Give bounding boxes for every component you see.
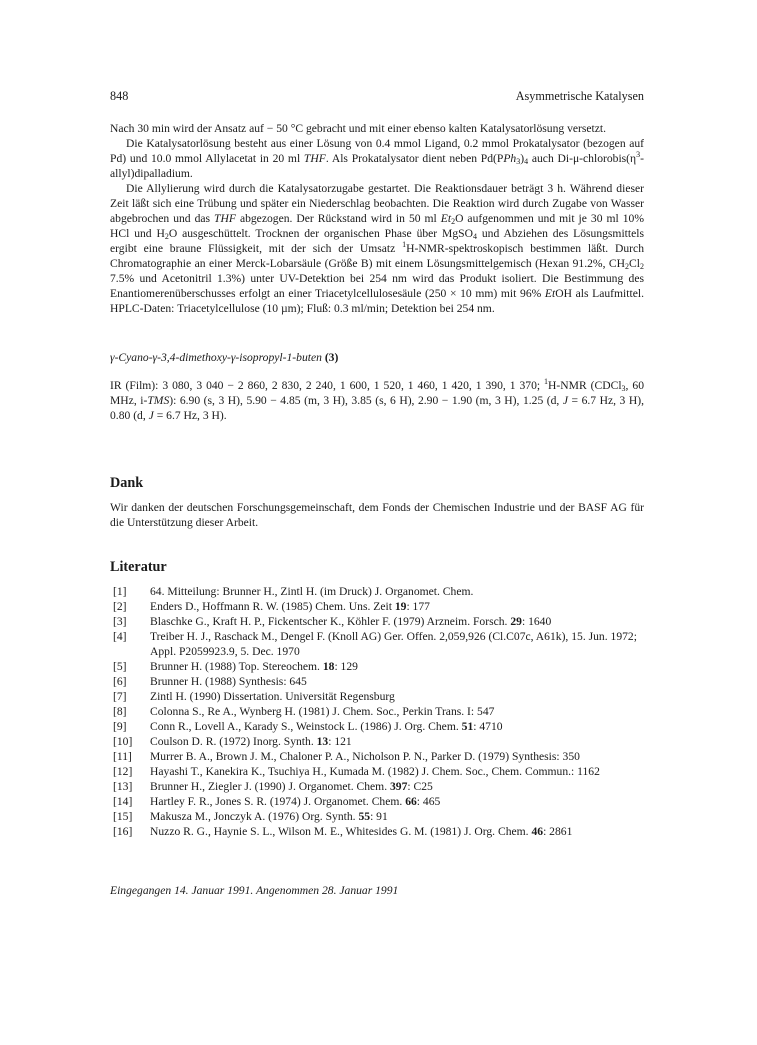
reference-item [110,614,644,629]
reference-number: [13] [113,780,133,793]
compound-name: γ-Cyano-γ-3,4-dimethoxy-γ-isopropyl-1-buten (3) [110,351,339,364]
reference-item [110,674,644,689]
running-header [110,89,644,105]
reference-pages: : 91 [370,810,388,823]
reference-text: Treiber H. J., Raschack M., Dengel F. (Knoll AG) Ger. Offen. 2,059,926 (Cl.C07c, A61k), 15. Jun. 1972; Appl. P2059923.9, 5. Dec. 1970 [150,630,637,658]
reference-item [110,689,644,704]
reference-pages: : 2861 [543,825,573,838]
reference-pages: : 1640 [521,615,552,628]
reference-item [110,779,644,794]
dank-heading: Dank [110,475,144,491]
reference-pages: : 4710 [473,720,503,733]
reference-number: [16] [113,825,133,838]
reference-pages: : 177 [406,600,430,613]
reference-item [110,809,644,824]
reference-text: Hayashi T., Kanekira K., Tsuchiya H., Kumada M. (1982) J. Chem. Soc., Chem. Commun.: 1162 [150,765,600,778]
paragraph-3: Die Allylierung wird durch die Katalysatorzugabe gestartet. Die Reaktionsdauer beträgt 3 h. Während dieser Zeit läßt sich eine Trübung und später ein Niederschlag beobachten. Die Reaktion wird durch Zugabe von Wasser abgebrochen und das THF abgezogen. Der Rückstand wird in 50 ml $Et_2O$ aufgenommen und mit je 30 ml 10% HCl und $H_2O$ ausgeschüttelt. Trocknen der organischen Phase über MgSO$_4$ und Abziehen des Lösungsmittels ergibt eine braune Flüssigkeit, mit der sich der Umsatz $^1$H-NMR-spektroskopisch bestimmen läßt. Durch Chromatographie an einer Merck-Lobarsäule (Größe B) mit einem Lösungsmittelgemisch (Hexan 91.2%, $CH_2Cl_2$ 7.5% und Acetonitril 1.3%) unter UV-Detektion bei 254 nm wird das Produkt isoliert. Die Bestimmung des Enantiomerenüberschusses erfolgt an einer Triacetylcellulosesäule (250 × 10 mm) mit 96% EtOH als Laufmittel. HPLC-Daten: Triacetylcellulose (10 µm); Fluß: 0.3 ml/min; Detektion bei 254 nm. [110,182,644,315]
reference-list [110,584,644,839]
reference-number: [14] [113,795,133,808]
reference-text: Nuzzo R. G., Haynie S. L., Wilson M. E., Whitesides G. M. (1981) J. Org. Chem. [150,825,532,838]
reference-text: Enders D., Hoffmann R. W. (1985) Chem. Uns. Zeit [150,600,395,613]
reference-text: Blaschke G., Kraft H. P., Fickentscher K., Köhler F. (1979) Arzneim. Forsch. [150,615,511,628]
reference-text: Makusza M., Jonczyk A. (1976) Org. Synth. [150,810,359,823]
reference-volume: 66 [405,795,417,808]
reference-item [110,794,644,809]
paragraph-1: Nach 30 min wird der Ansatz auf − 50 °C gebracht und mit einer ebenso kalten Katalysatorlösung versetzt. [110,122,607,135]
reference-number: [5] [113,660,127,673]
reference-text: Murrer B. A., Brown J. M., Chaloner P. A., Nicholson P. N., Parker D. (1979) Synthesis: 350 [150,750,580,763]
reference-pages: : 465 [416,795,441,808]
reference-text: Coulson D. R. (1972) Inorg. Synth. [150,735,317,748]
reference-text: Brunner H. (1988) Top. Stereochem. [150,660,323,673]
reference-text: Brunner H. (1988) Synthesis: 645 [150,675,307,688]
reference-text: Conn R., Lovell A., Karady S., Weinstock L. (1986) J. Org. Chem. [150,720,462,733]
compound-entry [110,350,644,423]
reference-number: [11] [113,750,132,763]
reference-volume: 18 [322,660,335,673]
reference-text: Colonna S., Re A., Wynberg H. (1981) J. Chem. Soc., Perkin Trans. I: 547 [150,705,495,718]
experimental-text [110,121,644,316]
reference-item [110,719,644,734]
reference-text: Hartley F. R., Jones S. R. (1974) J. Organomet. Chem. [150,795,406,808]
reference-text: Zintl H. (1990) Dissertation. Universität Regensburg [150,690,395,703]
dank-section [110,500,644,530]
reference-number: [12] [113,765,133,778]
reference-number: [10] [113,735,133,748]
reference-number: [9] [113,720,127,733]
received-dates: Eingegangen 14. Januar 1991. Angenommen 28. Januar 1991 [110,884,399,897]
reference-item [110,629,644,659]
reference-volume: 397 [390,780,408,793]
dank-text: Wir danken der deutschen Forschungsgemeinschaft, dem Fonds der Chemischen Industrie und der BASF AG für die Unterstützung dieser Arbeit. [110,501,644,529]
reference-number: [3] [113,615,127,628]
reference-volume: 51 [461,720,474,733]
reference-item [110,824,644,839]
reference-pages: : 129 [334,660,358,673]
reference-item [110,764,644,779]
reference-number: [7] [113,690,127,703]
reference-text: Brunner H., Ziegler J. (1990) J. Organomet. Chem. [150,780,390,793]
reference-number: [2] [113,600,127,613]
reference-volume: 55 [358,810,371,823]
running-title: Asymmetrische Katalysen [515,89,644,103]
page-number: 848 [110,89,129,103]
reference-item [110,659,644,674]
reference-volume: 13 [316,735,329,748]
reference-text: 64. Mitteilung: Brunner H., Zintl H. (im Druck) J. Organomet. Chem. [150,585,474,598]
reference-item [110,734,644,749]
paragraph-2: Die Katalysatorlösung besteht aus einer Lösung von 0.4 mmol Ligand, 0.2 mmol Prokatalysator (bezogen auf Pd) und 10.0 mmol Allylacetat in 20 ml THF. Als Prokatalysator dient neben $Pd(PPh_3)_4$ auch $Di-\mu-chlorobis(\eta^3-allyl)dipalladium$. [110,137,644,180]
reference-item [110,749,644,764]
reference-number: [8] [113,705,127,718]
reference-pages: : C25 [407,780,433,793]
reference-number: [4] [113,630,127,643]
reference-volume: 29 [510,615,522,628]
literatur-heading: Literatur [110,559,167,575]
reference-volume: 19 [394,600,407,613]
reference-item [110,584,644,599]
reference-number: [6] [113,675,127,688]
reference-number: [15] [113,810,133,823]
reference-volume: 46 [531,825,544,838]
reference-item [110,599,644,614]
reference-item [110,704,644,719]
reference-number: [1] [113,585,127,598]
compound-spectral-data: IR (Film): 3 080, 3 040 − 2 860, 2 830, 2 240, 1 600, 1 520, 1 460, 1 420, 1 390, 1 370; $^1$H-NMR (CDCl$_3$, 60 MHz, i-TMS): 6.90 (s, 3 H), 5.90 − 4.85 (m, 3 H), 3.85 (s, 6 H), 2.90 − 1.90 (m, 3 H), 1.25 (d, J = 6.7 Hz, 3 H), 0.80 (d, J = 6.7 Hz, 3 H). [110,377,644,422]
reference-pages: : 121 [328,735,352,748]
